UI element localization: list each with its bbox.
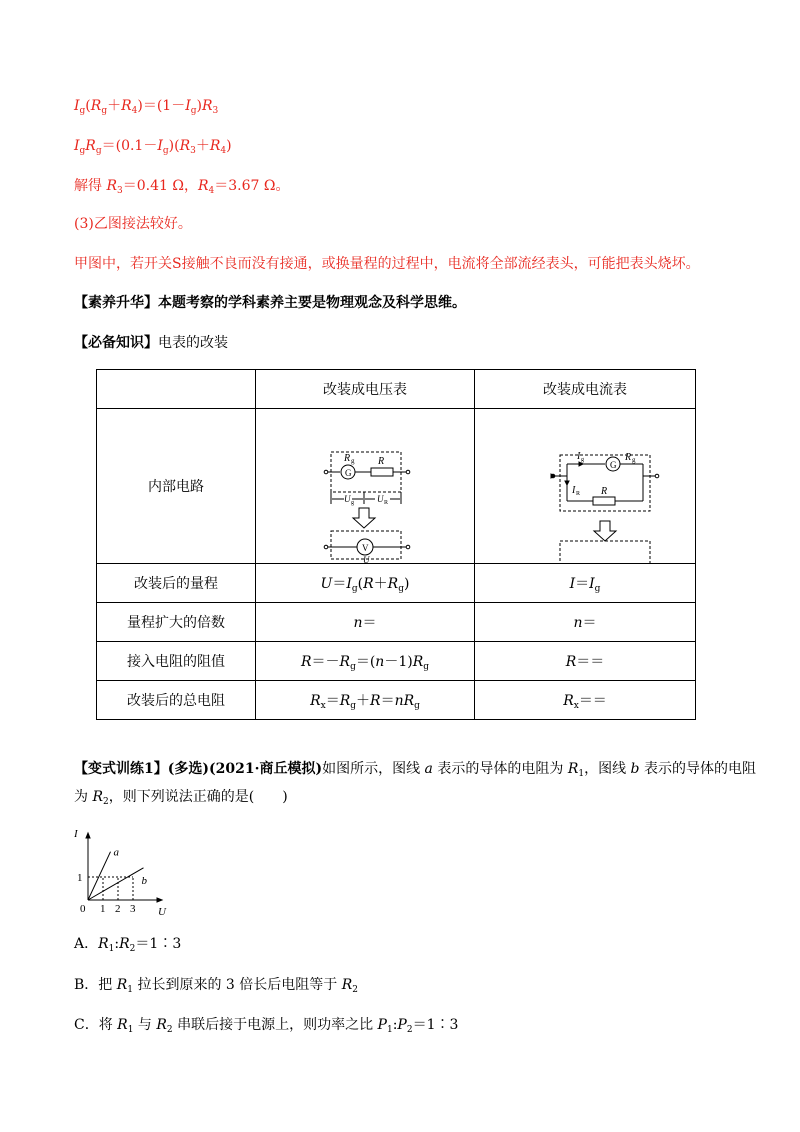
a-ig-label: I bbox=[577, 451, 581, 462]
knowledge-text: 电表的改装 bbox=[158, 335, 228, 351]
knowledge-tag: 【必备知识】 bbox=[74, 335, 158, 351]
literacy-tag: 【素养升华】 bbox=[74, 295, 158, 311]
ammeter-total: $R_x==$ bbox=[475, 681, 696, 720]
graph-origin-label: 0 bbox=[80, 903, 86, 915]
graph-y-axis-label: I bbox=[74, 828, 78, 840]
row-label-circuit: 内部电路 bbox=[97, 409, 256, 564]
knowledge-heading bbox=[74, 333, 228, 353]
solution-result: 解得 $R_3=0.41$ Ω，$R_4=3.67$ Ω。 bbox=[74, 178, 290, 196]
a-ir-label: I bbox=[572, 485, 576, 496]
a-ir-sub: R bbox=[576, 491, 581, 497]
v-ur-sub: R bbox=[384, 500, 389, 506]
iu-graph bbox=[72, 823, 172, 917]
ammeter-circuit-cell bbox=[475, 409, 696, 564]
graph-line-b bbox=[88, 868, 144, 900]
header-ammeter: 改装成电流表 bbox=[475, 370, 696, 409]
voltmeter-circuit-diagram bbox=[256, 409, 474, 563]
graph-x-arrow bbox=[157, 898, 162, 902]
solution-equation-2: $I_gR_g=(0.1-I_g)(R_3+R_4)$ bbox=[74, 138, 232, 156]
voltmeter-circuit-cell bbox=[256, 409, 475, 564]
v-ug-sub: g bbox=[351, 500, 354, 506]
table-header-row bbox=[97, 370, 696, 409]
v-r-label: R bbox=[378, 456, 385, 467]
solution-part3: (3)乙图接法较好。 bbox=[74, 216, 192, 232]
v-u-label: U bbox=[363, 555, 370, 563]
literacy-text: 本题考察的学科素养主要是物理观念及科学思维。 bbox=[158, 295, 466, 311]
a-ig-sub: g bbox=[581, 457, 584, 463]
literacy-note bbox=[74, 293, 466, 313]
v-ug-label: U bbox=[344, 494, 351, 504]
a-rg-label: R bbox=[625, 452, 632, 463]
graph-x-tick-label: 2 bbox=[115, 903, 121, 915]
header-voltmeter: 改装成电压表 bbox=[256, 370, 475, 409]
table-row-circuit bbox=[97, 409, 696, 564]
exercise-line-2: 为 $R_2$，则下列说法正确的是( ) bbox=[74, 789, 288, 807]
graph-x-axis-label: U bbox=[158, 906, 166, 917]
a-r-label: R bbox=[601, 486, 608, 497]
meter-conversion-table bbox=[96, 369, 696, 720]
voltmeter-resistor: $R=-R_g=(n-1)R_g$ bbox=[256, 642, 475, 681]
row-label-range: 改装后的量程 bbox=[97, 564, 256, 603]
voltmeter-total: $R_x=R_g+R=nR_g$ bbox=[256, 681, 475, 720]
ammeter-circuit-diagram bbox=[475, 409, 695, 563]
v-rg-sub: g bbox=[351, 457, 355, 465]
solution-equation-1: $I_g(R_g+R_4)=(1-I_g)R_3$ bbox=[74, 98, 219, 116]
option-b[interactable]: B．把 $R_1$ 拉长到原来的 3 倍长后电阻等于 $R_2$ bbox=[74, 977, 359, 995]
row-label-resistor: 接入电阻的阻值 bbox=[97, 642, 256, 681]
voltmeter-range: $U=I_g(R+R_g)$ bbox=[256, 564, 475, 603]
v-ur-label: U bbox=[377, 494, 384, 504]
graph-line-b-label: b bbox=[141, 874, 147, 887]
table-row-range bbox=[97, 564, 696, 603]
v-galvanometer-icon: G bbox=[345, 468, 352, 478]
exercise-line-1: 【变式训练1】(多选)(2021·商丘模拟)如图所示，图线 a 表示的导体的电阻为 $R_1$，图线 b 表示的导体的电阻 bbox=[74, 761, 756, 779]
table-row-factor bbox=[97, 603, 696, 642]
a-galvanometer-icon: G bbox=[610, 460, 617, 470]
graph-x-tick-label: 1 bbox=[100, 903, 106, 915]
ammeter-range: $I=I_g$ bbox=[475, 564, 696, 603]
voltmeter-icon: V bbox=[362, 543, 369, 553]
graph-x-tick-label: 3 bbox=[130, 903, 136, 915]
table-row-resistor bbox=[97, 642, 696, 681]
option-c[interactable]: C．将 $R_1$ 与 $R_2$ 串联后接于电源上，则功率之比 $P_1:P_2=1∶3$ bbox=[74, 1017, 459, 1035]
graph-y-tick-label: 1 bbox=[77, 872, 83, 884]
exercise-tag: 【变式训练1】 bbox=[74, 761, 168, 777]
table-corner-cell bbox=[97, 370, 256, 409]
graph-line-a-label: a bbox=[113, 846, 119, 859]
graph-line-a bbox=[88, 852, 111, 900]
solution-explanation: 甲图中，若开关S接触不良而没有接通，或换量程的过程中，电流将全部流经表头，可能把表头烧坏。 bbox=[74, 256, 700, 272]
ammeter-factor: n＝ bbox=[475, 603, 696, 642]
option-a[interactable]: A．$R_1:R_2=1∶3$ bbox=[74, 936, 182, 954]
v-rg-label: R bbox=[344, 453, 351, 464]
a-rg-sub: g bbox=[632, 456, 636, 464]
voltmeter-factor: n＝ bbox=[256, 603, 475, 642]
graph-y-arrow bbox=[86, 833, 90, 838]
table-row-total bbox=[97, 681, 696, 720]
row-label-factor: 量程扩大的倍数 bbox=[97, 603, 256, 642]
row-label-total: 改装后的总电阻 bbox=[97, 681, 256, 720]
ammeter-resistor: R＝＝ bbox=[475, 642, 696, 681]
